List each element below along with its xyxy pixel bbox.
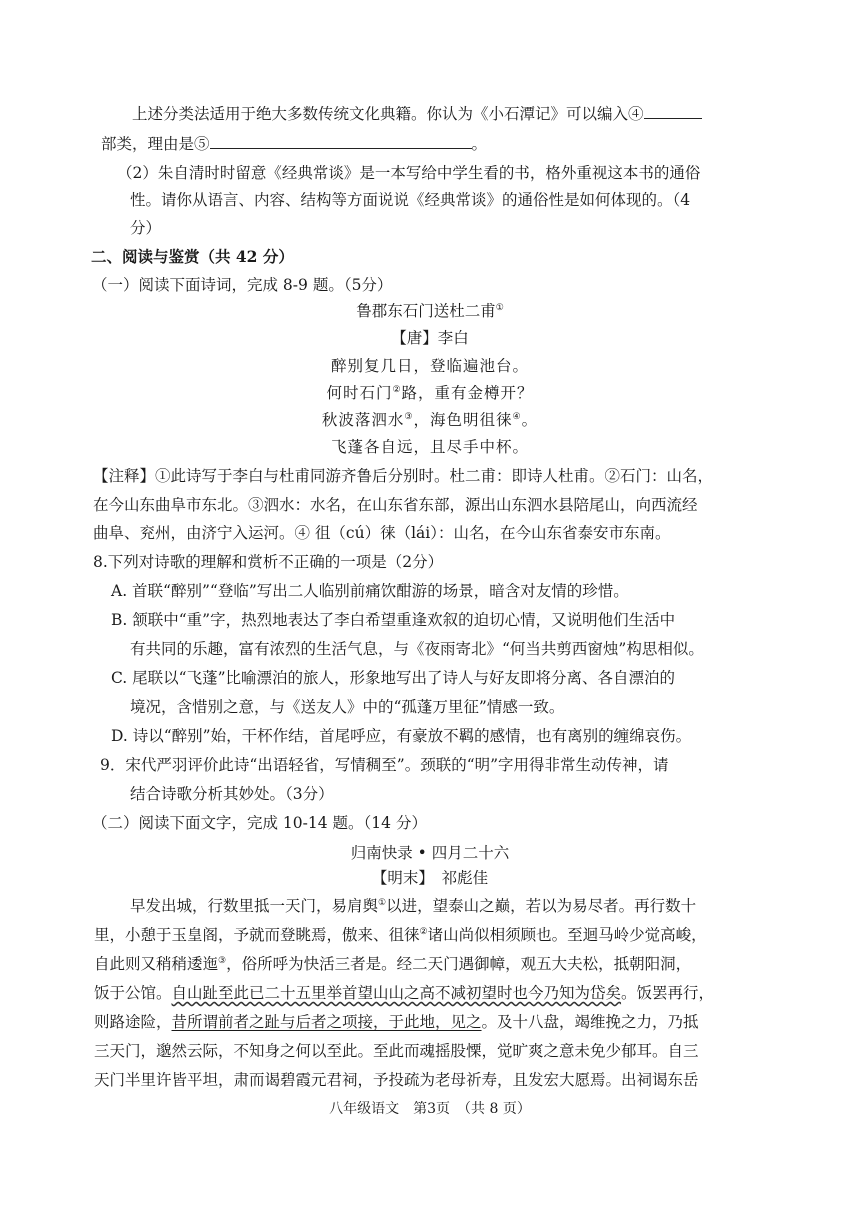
q7-part1-text: 上述分类法适用于绝大多数传统文化典籍。你认为《小石潭记》可以编入④ — [132, 105, 644, 123]
prose-line-3 — [94, 953, 691, 975]
poem-line-text: ，海色明徂徕 — [413, 411, 513, 429]
prose-text: 则路途险， — [94, 1013, 172, 1031]
q7-part1-text-b: 部类，理由是⑤ — [101, 135, 210, 153]
poem-author: 【唐】李白 — [391, 329, 469, 347]
poem-note-2: ② — [392, 385, 402, 395]
part-2-intro: （二）阅读下面文字，完成 10-14 题。（14 分） — [92, 814, 427, 832]
poem-line-text: 何时石门 — [326, 384, 393, 402]
poem-title — [0, 300, 860, 322]
q8-option-d[interactable]: D. 诗以“醉别”始，干杯作结，首尾呼应，有豪放不羁的感情，也有离别的缠绵哀伤。 — [111, 727, 692, 745]
q7-part2-line1: （2）朱自清时时留意《经典常谈》是一本写给中学生看的书，格外重视这本书的通俗 — [117, 164, 701, 182]
part-1-intro: （一）阅读下面诗词，完成 8-9 题。（5分） — [92, 276, 393, 294]
q7-part1-period: 。 — [471, 135, 488, 153]
prose-line-6: 三天门，邈然云际，不知身之何以至此。至此而魂摇股慄，觉旷爽之意未免少郁耳。自三 — [94, 1042, 699, 1060]
q9-line-1: 9．宋代严羽评价此诗“出语轻省，写情稠至”。颈联的“明”字用得非常生动传神，请 — [100, 756, 669, 774]
prose-text: ，俗所呼为快活三者是。经二天门遇御幛，观五大夫松，抵朝阳洞， — [226, 955, 692, 973]
prose-title: 归南快录 • 四月二十六 — [350, 844, 510, 862]
prose-text: 。及十八盘，竭维挽之力，乃抵 — [481, 1013, 699, 1031]
prose-text: 自此则又稍稍逶迤 — [94, 955, 219, 973]
q8-option-a[interactable]: A. 首联“醉别”“登临”写出二人临别前痛饮酣游的场景，暗含对友情的珍惜。 — [111, 582, 629, 600]
q8-option-b-cont: 有共同的乐趣，富有浓烈的生活气息，与《夜雨寄北》“何当共剪西窗烛”构思相似。 — [130, 640, 704, 658]
notes-line-1: 【注释】①此诗写于李白与杜甫同游齐鲁后分别时。杜二甫：即诗人杜甫。②石门：山名， — [93, 467, 714, 485]
poem-line-end: 。 — [521, 411, 539, 429]
answer-blank-5[interactable] — [210, 132, 472, 149]
poem-line-text: 路，重有金樽开？ — [401, 384, 534, 402]
q8-option-c[interactable]: C. 尾联以“飞蓬”比喻漂泊的旅人，形象地写出了诗人与好友即将分离、各自漂泊的 — [111, 669, 676, 687]
page-footer: 八年级语文 第3页 （共 8 页） — [329, 1101, 531, 1117]
prose-text: 早发出城，行数里抵一天门，易肩舆 — [130, 897, 379, 915]
q9-line-2: 结合诗歌分析其妙处。（3分） — [130, 785, 334, 803]
prose-text: 诸山尚似相须顾也。至迴马岭少觉高峻， — [427, 926, 707, 944]
prose-line-5 — [94, 1011, 699, 1033]
poem-note-4: ④ — [512, 412, 522, 422]
q8-option-c-cont: 境况，含惜别之意，与《送友人》中的“孤蓬万里征”情感一致。 — [130, 698, 565, 716]
answer-blank-4[interactable] — [644, 102, 702, 119]
q7-part1-line1 — [132, 102, 702, 125]
prose-line-7: 天门半里许皆平坦，肃而谒碧霞元君祠，予投疏为老母祈寿，且发宏大愿焉。出祠谒东岳 — [94, 1071, 699, 1089]
prose-text: 以进，望泰山之巅，若以为易尽者。再行数十 — [386, 897, 697, 915]
prose-note-3: ③ — [218, 956, 227, 966]
prose-text: 饭于公馆。 — [94, 984, 172, 1002]
q7-part2-line3: 分） — [130, 219, 162, 237]
poem-title-note: ① — [495, 303, 504, 313]
prose-line-1 — [130, 895, 696, 917]
prose-line-4 — [94, 982, 714, 1004]
prose-text: 。饭罢再行， — [621, 984, 715, 1002]
poem-line-1 — [0, 355, 860, 377]
underlined-sentence: 昔所谓前者之趾与后者之项接，于此地，见之 — [171, 1013, 482, 1031]
notes-line-2: 在今山东曲阜市东北。③泗水：水名，在山东省东部，源出山东泗水县陪尾山，向西流经 — [93, 496, 698, 514]
q7-part2-line2: 性。请你从语言、内容、结构等方面说说《经典常谈》的通俗性是如何体现的。（4 — [130, 191, 691, 209]
poem-line-text: 飞蓬各自远，且尽手中杯。 — [330, 438, 529, 456]
prose-note-2: ② — [419, 927, 428, 937]
q7-part1-line2 — [101, 132, 487, 155]
poem-line-4 — [0, 436, 860, 458]
poem-line-text: 秋波落泗水 — [321, 411, 405, 429]
poem-line-3 — [0, 409, 860, 431]
notes-line-3: 曲阜、兖州，由济宁入运河。④ 徂（cú）徕（lái）：山名，在今山东省泰安市东南。 — [93, 524, 671, 542]
section-2-title: 二、阅读与鉴赏（共 42 分） — [91, 247, 294, 266]
prose-author: 【明末】 祁彪佳 — [371, 869, 489, 887]
poem-title-text: 鲁郡东石门送杜二甫 — [356, 302, 496, 320]
prose-note-1: ① — [378, 898, 387, 908]
prose-text: 里，小憩于玉皇阁，予就而登眺焉，傲来、徂徕 — [94, 926, 420, 944]
poem-line-text: 醉别复几日，登临遍池台。 — [330, 357, 529, 375]
poem-note-3: ③ — [404, 412, 414, 422]
prose-line-2 — [94, 924, 707, 946]
poem-line-2 — [0, 382, 860, 404]
wavy-underlined-sentence: 自山趾至此已二十五里举首望山山之高不减初望时也今乃知为岱矣 — [171, 984, 622, 1002]
q8-option-b[interactable]: B. 颔联中“重”字，热烈地表达了李白希望重逢欢叙的迫切心情，又说明他们生活中 — [111, 611, 676, 629]
q8-stem: 8.下列对诗歌的理解和赏析不正确的一项是（2分） — [93, 553, 444, 571]
